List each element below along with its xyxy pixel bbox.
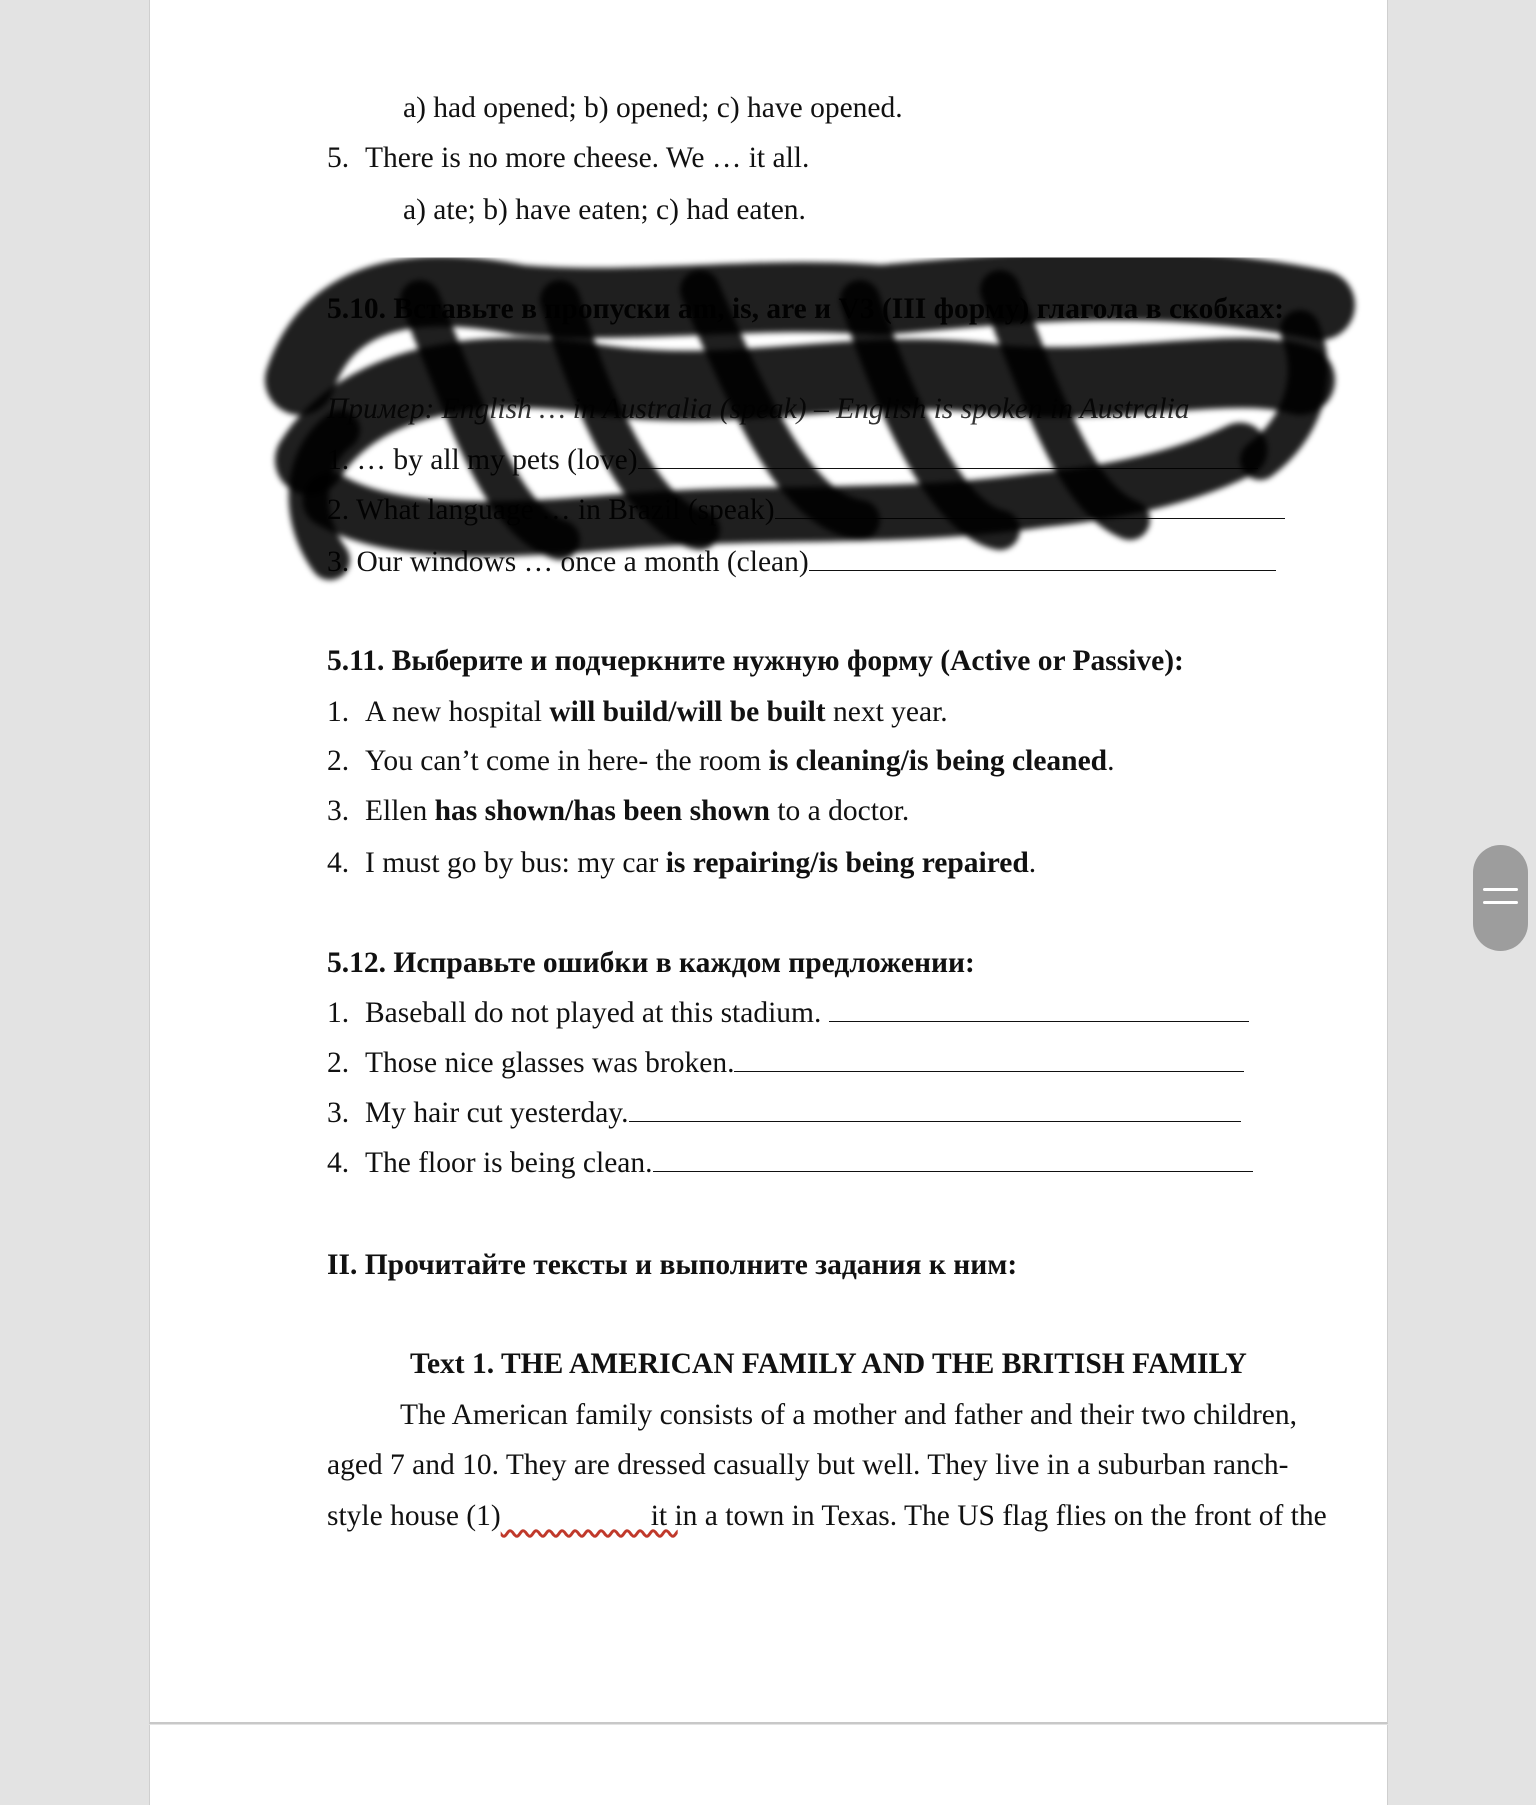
answer-blank xyxy=(775,490,1285,519)
item-text: Ellen xyxy=(365,795,435,827)
item-text: . xyxy=(1107,745,1115,777)
paragraph-line: aged 7 and 10. They are dressed casually but well. They live in a suburban ranch- xyxy=(327,1449,1289,1481)
q5 xyxy=(327,138,809,178)
ex-5-11-heading: 5.11. Выберите и подчеркните нужную форму (Active or Passive): xyxy=(327,645,1184,677)
item-text: . xyxy=(1028,847,1037,879)
paragraph-text: style house (1) xyxy=(327,1500,501,1532)
item-text: The floor is being clean. xyxy=(365,1147,653,1179)
ex-5-10-example: Пример: English … in Australia (speak) – English is spoken in Australia xyxy=(327,393,1190,425)
item-text: 3. Our windows … once a month (clean) xyxy=(327,546,809,578)
text-1-title: Text 1. THE AMERICAN FAMILY AND THE BRITISH FAMILY xyxy=(410,1348,1247,1380)
item-number: 1. xyxy=(327,997,350,1029)
item-number: 2. xyxy=(327,1047,350,1079)
item-number: 4. xyxy=(327,1147,350,1179)
item-choice: will build/will be built xyxy=(549,696,826,728)
item-text: 1. … by all my pets (love) xyxy=(327,444,638,476)
item-number: 2. xyxy=(327,745,350,777)
item-text: A new hospital xyxy=(365,696,550,728)
item-text: There is no more cheese. We … it all. xyxy=(365,142,810,174)
answer-blank xyxy=(653,1143,1253,1172)
item-text: to a doctor. xyxy=(769,795,910,827)
scrollbar-handle[interactable] xyxy=(1473,845,1528,951)
ex-5-12-item xyxy=(327,1093,1241,1133)
answer-blank xyxy=(734,1043,1244,1072)
paragraph-line: The American family consists of a mother and father and their two children, xyxy=(400,1399,1297,1431)
item-choice: is repairing/is being repaired xyxy=(665,847,1029,879)
answer-blank xyxy=(638,440,1258,469)
ex-5-10-item-1 xyxy=(327,440,1258,480)
gap-blank-spellcheck xyxy=(501,1496,651,1524)
ex-5-10-heading: 5.10. Вставьте в пропуски am, is, are и V3 (III форму) глагола в скобках: xyxy=(327,293,1285,325)
ex-5-11-item xyxy=(327,741,1114,781)
next-document-page xyxy=(149,1725,1388,1805)
ex-5-10-item-3 xyxy=(327,542,1276,582)
item-choice: has shown/has been shown xyxy=(434,795,770,827)
answer-blank xyxy=(629,1093,1241,1122)
item-number: 3. xyxy=(327,1097,350,1129)
ex-5-12-item xyxy=(327,1043,1244,1083)
item-number: 1. xyxy=(327,696,350,728)
grip-line xyxy=(1483,888,1518,891)
paragraph-text: it in a town in Texas. The US flag flies on the front of the xyxy=(650,1500,1327,1532)
ex-5-12-heading: 5.12. Исправьте ошибки в каждом предложении: xyxy=(327,947,975,979)
item-text: next year. xyxy=(825,696,948,728)
q4-options: a) had opened; b) opened; c) have opened. xyxy=(403,92,903,124)
item-text: 2. What language … in Brazil (speak) xyxy=(327,494,775,526)
item-number: 3. xyxy=(327,795,350,827)
ex-5-12-item xyxy=(327,993,1249,1033)
ex-5-11-item xyxy=(327,692,948,732)
ex-5-11-item xyxy=(327,843,1036,883)
section-2-heading: II. Прочитайте тексты и выполните задания к ним: xyxy=(327,1249,1018,1281)
item-text: My hair cut yesterday. xyxy=(365,1097,629,1129)
item-number: 4. xyxy=(327,847,350,879)
ex-5-12-item xyxy=(327,1143,1253,1183)
item-text: I must go by bus: my car xyxy=(365,847,666,879)
item-number: 5. xyxy=(327,142,350,174)
answer-blank xyxy=(829,993,1249,1022)
ex-5-11-item xyxy=(327,791,909,831)
grip-line xyxy=(1483,901,1518,904)
answer-blank xyxy=(809,542,1276,571)
item-text: You can’t come in here- the room xyxy=(365,745,769,777)
paragraph-line xyxy=(327,1496,1327,1536)
item-text: Baseball do not played at this stadium. xyxy=(365,997,829,1029)
q5-options: a) ate; b) have eaten; c) had eaten. xyxy=(403,194,806,226)
item-choice: is cleaning/is being cleaned xyxy=(768,745,1108,777)
ex-5-10-item-2 xyxy=(327,490,1285,530)
item-text: Those nice glasses was broken. xyxy=(365,1047,735,1079)
